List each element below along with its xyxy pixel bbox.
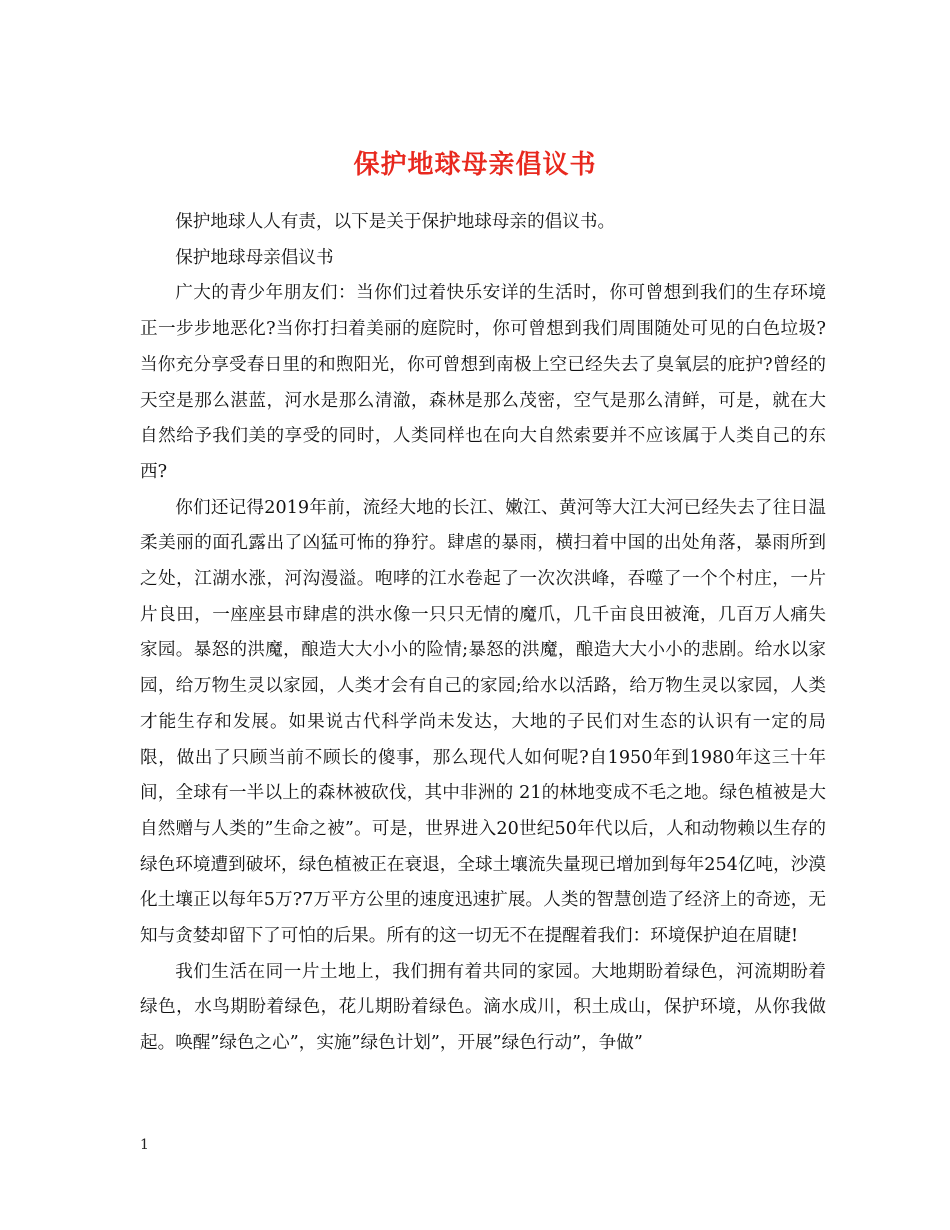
intro-paragraph: 保护地球人人有责，以下是关于保护地球母亲的倡议书。 — [175, 212, 616, 232]
body-paragraph: 我们生活在同一片土地上，我们拥有着共同的家园。大地期盼着绿色，河流期盼着绿色，水鸟期盼着绿色，花儿期盼着绿色。滴水成川，积土成山，保护环境，从你我做起。唤醒”绿色之心”，实施”绿色计划”，开展”绿色行动”，争做” — [140, 961, 826, 1054]
subtitle-paragraph: 保护地球母亲倡议书 — [175, 247, 334, 268]
document-title: 保护地球母亲倡议书 — [353, 150, 597, 181]
document-body — [140, 205, 826, 1062]
body-paragraph: 广大的青少年朋友们：当你们过着快乐安详的生活时，你可曾想到我们的生存环境正一步步地恶化?当你打扫着美丽的庭院时，你可曾想到我们周围随处可见的白色垃圾?当你充分享受春日里的和煦阳光，你可曾想到南极上空已经失去了臭氧层的庇护?曾经的天空是那么湛蓝，河水是那么清澈，森林是那么茂密，空气是那么清鲜，可是，就在大自然给予我们美的享受的同时，人类同样也在向大自然索要并不应该属于人类自己的东西? — [140, 283, 826, 482]
body-paragraph: 你们还记得2019年前，流经大地的长江、嫩江、黄河等大江大河已经失去了往日温柔美丽的面孔露出了凶猛可怖的狰狞。肆虐的暴雨，横扫着中国的出处角落，暴雨所到之处，江湖水涨，河沟漫溢。咆哮的江水卷起了一次次洪峰，吞噬了一个个村庄，一片片良田，一座座县市肆虐的洪水像一只只无情的魔爪，几千亩良田被淹，几百万人痛失家园。暴怒的洪魔，酿造大大小小的险情;暴怒的洪魔，酿造大大小小的悲剧。给水以家园，给万物生灵以家园，人类才会有自己的家园;给水以活路，给万物生灵以家园，人类才能生存和发展。如果说古代科学尚未发达，大地的子民们对生态的认识有一定的局限，做出了只顾当前不顾长的傻事，那么现代人如何呢?自1950年到1980年这三十年间，全球有一半以上的森林被砍伐，其中非洲的 21的林地变成不毛之地。绿色植被是大自然赠与人类的”生命之被”。可是，世界进入20世纪50年代以后，人和动物赖以生存的绿色环境遭到破坏，绿色植被正在衰退，全球土壤流失量现已增加到每年254亿吨，沙漠化土壤正以每年5万?7万平方公里的速度迅速扩展。人类的智慧创造了经济上的奇迹，无知与贪婪却留下了可怕的后果。所有的这一切无不在提醒着我们：环境保护迫在眉睫! — [140, 497, 826, 947]
page-number: 1 — [140, 1137, 149, 1153]
